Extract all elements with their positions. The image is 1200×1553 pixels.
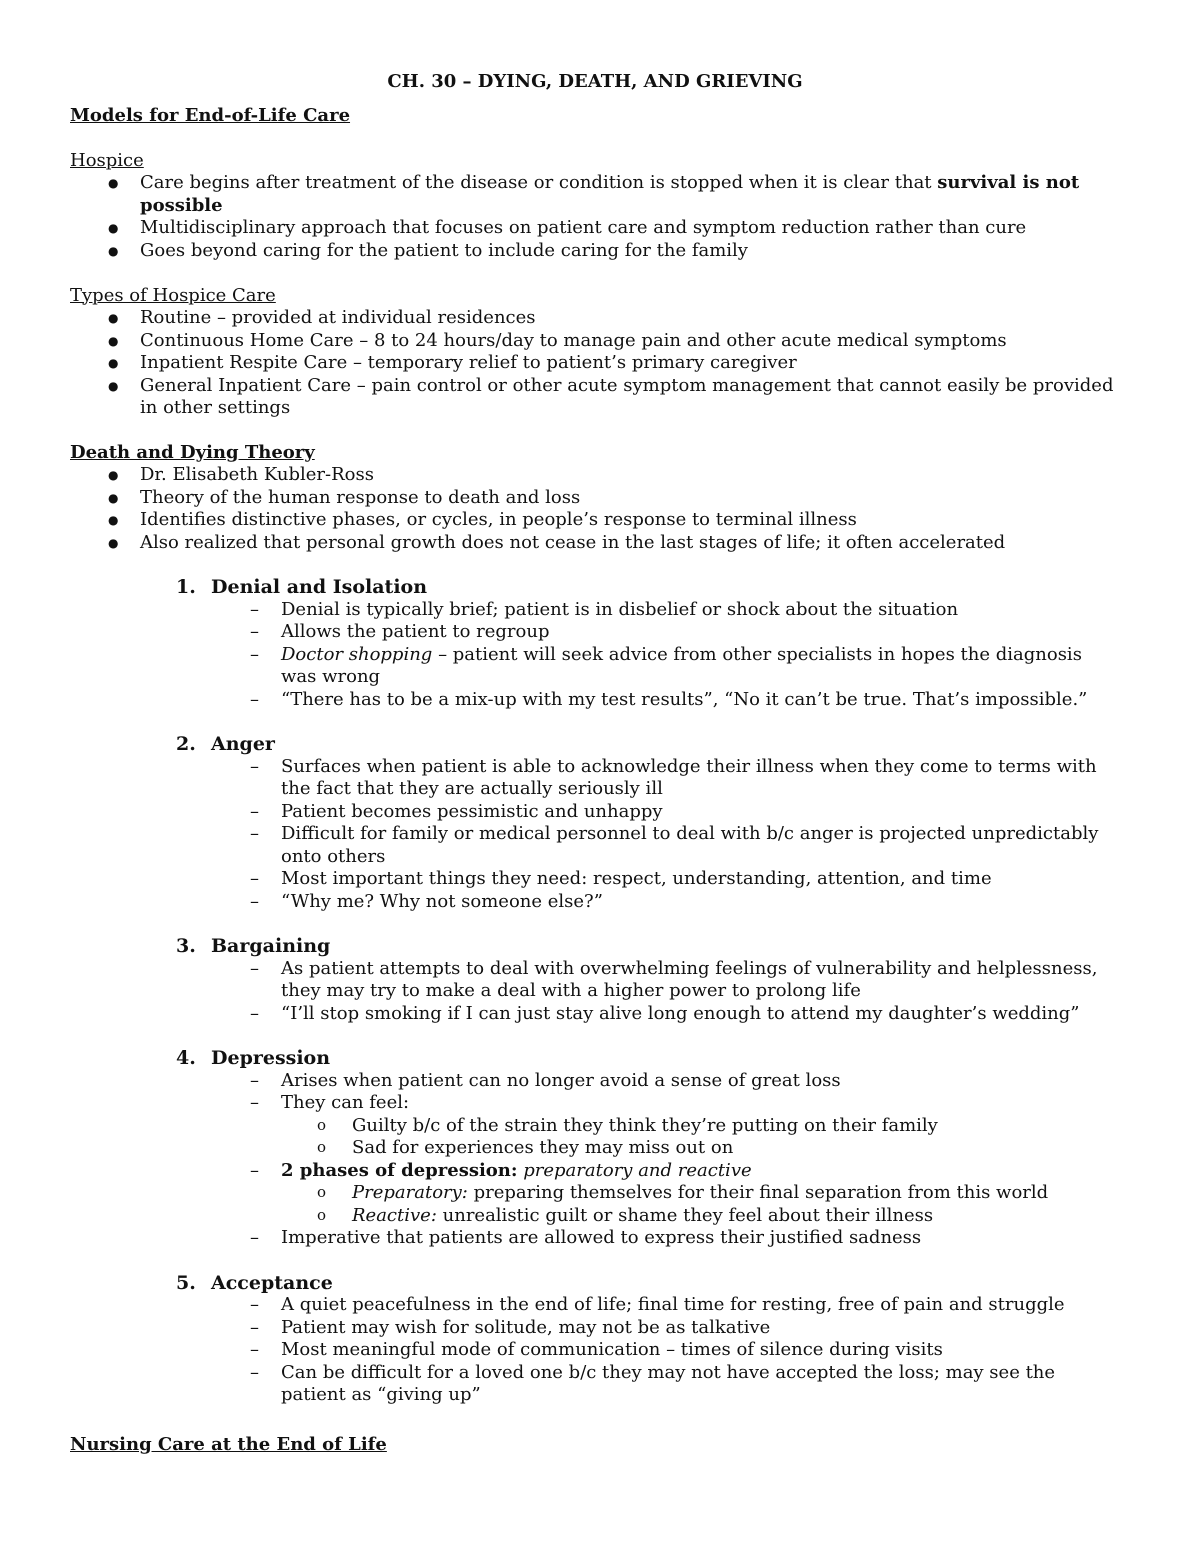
list-item: – Arises when patient can no longer avoid a sense of great loss xyxy=(176,1070,1120,1093)
subheading-types-of-hospice-care: Types of Hospice Care xyxy=(70,284,276,306)
list-item: ● General Inpatient Care – pain control or other acute symptom management that cannot easily be provided in other settings xyxy=(70,375,1120,420)
stage-number: 3. xyxy=(176,935,196,957)
list-item: – A quiet peacefulness in the end of life; final time for resting, free of pain and struggle xyxy=(176,1294,1120,1317)
section-heading-theory: Death and Dying Theory xyxy=(70,441,315,463)
page-title: CH. 30 – DYING, DEATH, AND GRIEVING xyxy=(387,71,803,92)
list-item: – Patient becomes pessimistic and unhappy xyxy=(176,801,1120,824)
list-item: ● Multidisciplinary approach that focuses on patient care and symptom reduction rather than cure xyxy=(70,217,1120,240)
list-item: – Most important things they need: respect, understanding, attention, and time xyxy=(176,868,1120,891)
list-item: – As patient attempts to deal with overwhelming feelings of vulnerability and helplessness, they may try to make a deal with a higher power to prolong life xyxy=(176,958,1120,1003)
list-item: – Denial is typically brief; patient is in disbelief or shock about the situation xyxy=(176,599,1120,622)
list-item: – Difficult for family or medical personnel to deal with b/c anger is projected unpredictably onto others xyxy=(176,823,1120,868)
list-item: ● Inpatient Respite Care – temporary relief to patient’s primary caregiver xyxy=(70,352,1120,375)
types-list xyxy=(70,307,1120,420)
list-item: – “There has to be a mix-up with my test results”, “No it can’t be true. That’s impossible.” xyxy=(176,689,1120,712)
bold-phrase: survival is not possible xyxy=(140,172,1080,216)
stage-denial xyxy=(176,576,1120,711)
list-item: – Patient may wish for solitude, may not be as talkative xyxy=(176,1317,1120,1340)
section-heading-nursing-care: Nursing Care at the End of Life xyxy=(70,1434,387,1455)
stage-heading xyxy=(176,935,1120,958)
sub-list-item: o Preparatory: preparing themselves for their final separation from this world xyxy=(281,1182,1120,1205)
stage-heading xyxy=(176,1272,1120,1295)
stage-title: Denial and Isolation xyxy=(211,576,428,598)
list-item: ● Also realized that personal growth does not cease in the last stages of life; it often accelerated xyxy=(70,532,1120,555)
stage-title: Bargaining xyxy=(211,935,331,957)
list-item: ● Dr. Elisabeth Kubler-Ross xyxy=(70,464,1120,487)
list-item: – “Why me? Why not someone else?” xyxy=(176,891,1120,914)
list-item: ● Theory of the human response to death and loss xyxy=(70,487,1120,510)
document-page xyxy=(70,71,1120,1407)
stage-title: Acceptance xyxy=(211,1271,333,1294)
list-item: – Imperative that patients are allowed to express their justified sadness xyxy=(176,1227,1120,1250)
list-item: – They can feel: o Guilty b/c of the strain they think they’re putting on their family o Sad for experiences they may miss out on xyxy=(176,1092,1120,1160)
theory-list xyxy=(70,464,1120,554)
stage-heading xyxy=(176,576,1120,599)
list-item: ● Continuous Home Care – 8 to 24 hours/day to manage pain and other acute medical symptoms xyxy=(70,330,1120,353)
stage-bargaining xyxy=(176,935,1120,1025)
list-item: – Doctor shopping – patient will seek advice from other specialists in hopes the diagnosis was wrong xyxy=(176,644,1120,689)
hospice-list xyxy=(70,172,1120,262)
list-item: ● Routine – provided at individual residences xyxy=(70,307,1120,330)
subheading-hospice: Hospice xyxy=(70,149,144,171)
stage-depression xyxy=(176,1047,1120,1250)
stage-anger xyxy=(176,733,1120,913)
stage-number: 2. xyxy=(176,733,196,755)
list-item: – Surfaces when patient is able to acknowledge their illness when they come to terms with the fact that they are actually seriously ill xyxy=(176,756,1120,801)
stage-heading xyxy=(176,733,1120,756)
list-item: – “I’ll stop smoking if I can just stay alive long enough to attend my daughter’s wedding” xyxy=(176,1003,1120,1026)
list-item: ● Goes beyond caring for the patient to include caring for the family xyxy=(70,240,1120,263)
list-item: – Allows the patient to regroup xyxy=(176,621,1120,644)
stage-title: Depression xyxy=(211,1047,331,1069)
list-item: – 2 phases of depression: preparatory and reactive o Preparatory: preparing themselves for their final separation from this world o Reactive: unrealistic guilt or shame they feel about their illness xyxy=(176,1160,1120,1228)
stage-number: 4. xyxy=(176,1047,196,1069)
list-item: – Most meaningful mode of communication – times of silence during visits xyxy=(176,1339,1120,1362)
stage-heading xyxy=(176,1047,1120,1070)
list-item: ● Care begins after treatment of the disease or condition is stopped when it is clear that survival is not possible xyxy=(70,172,1120,217)
sub-list-item: o Guilty b/c of the strain they think they’re putting on their family xyxy=(281,1115,1120,1138)
sub-list-item: o Sad for experiences they may miss out on xyxy=(281,1137,1120,1160)
list-item: – Can be difficult for a loved one b/c they may not have accepted the loss; may see the patient as “giving up” xyxy=(176,1362,1120,1407)
list-item: ● Identifies distinctive phases, or cycles, in people’s response to terminal illness xyxy=(70,509,1120,532)
stage-acceptance xyxy=(176,1272,1120,1407)
sub-list-item: o Reactive: unrealistic guilt or shame they feel about their illness xyxy=(281,1205,1120,1228)
section-heading-models: Models for End-of-Life Care xyxy=(70,105,351,126)
stage-number: 5. xyxy=(176,1271,196,1294)
stage-number: 1. xyxy=(176,576,196,598)
stage-title: Anger xyxy=(211,733,275,755)
